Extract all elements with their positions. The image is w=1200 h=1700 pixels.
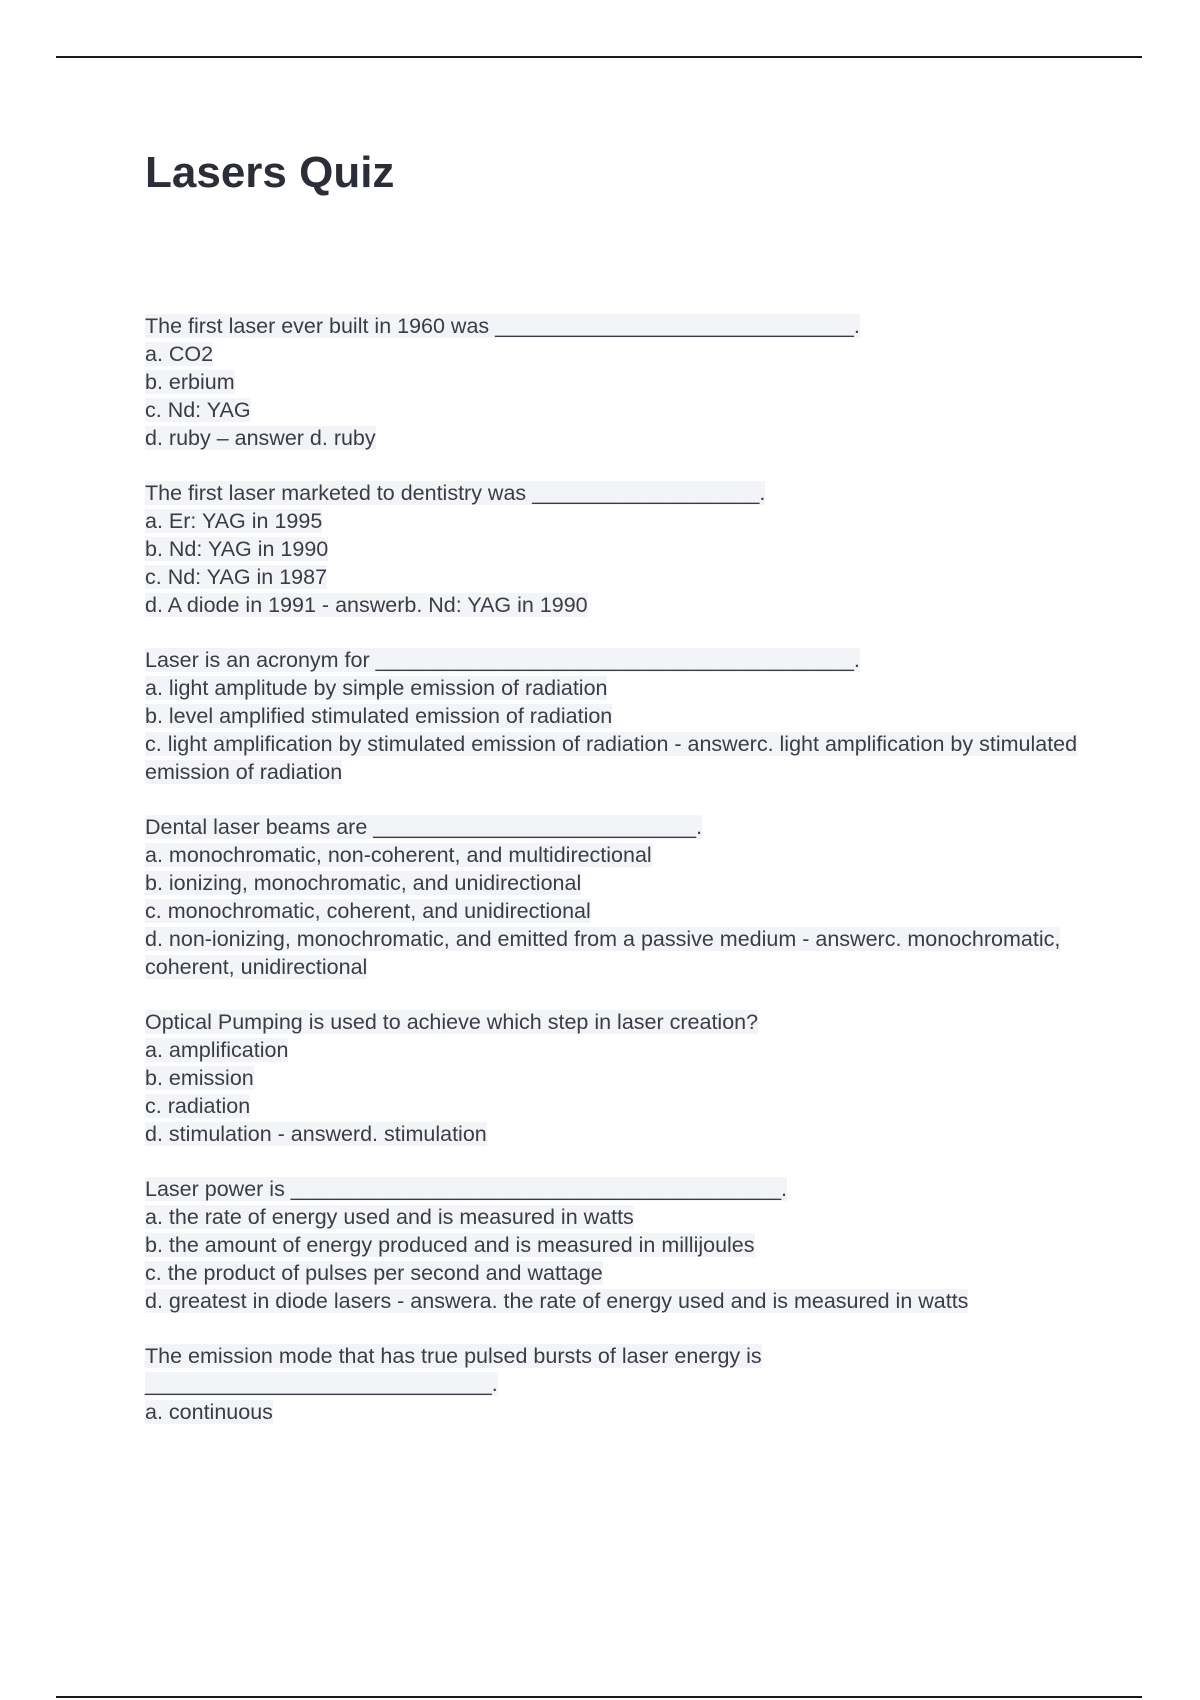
question-stem-text: Laser is an acronym for ________________________________________. <box>145 648 860 672</box>
answer-option <box>145 1203 1090 1231</box>
answer-option-text: b. emission <box>145 1066 254 1090</box>
answer-option-text: a. amplification <box>145 1038 289 1062</box>
answer-option <box>145 1120 1090 1148</box>
question-stem-text: Optical Pumping is used to achieve which step in laser creation? <box>145 1010 759 1034</box>
question-stem <box>145 1175 1090 1203</box>
question-block <box>145 1175 1090 1315</box>
answer-option-text: d. A diode in 1991 - answerb. Nd: YAG in 1990 <box>145 593 588 617</box>
answer-option-text: c. Nd: YAG <box>145 398 251 422</box>
answer-option <box>145 396 1090 424</box>
answer-option-text: d. stimulation - answerd. stimulation <box>145 1122 487 1146</box>
question-stem <box>145 1342 1090 1398</box>
answer-option <box>145 591 1090 619</box>
answer-option <box>145 1398 1090 1426</box>
answer-option-text: b. erbium <box>145 370 235 394</box>
answer-option-text: d. non-ionizing, monochromatic, and emitted from a passive medium - answerc. monochromatic, coherent, unidirectional <box>145 927 1061 979</box>
answer-option <box>145 869 1090 897</box>
question-stem <box>145 1008 1090 1036</box>
question-stem <box>145 813 1090 841</box>
answer-option-text: b. ionizing, monochromatic, and unidirectional <box>145 871 582 895</box>
answer-option <box>145 1231 1090 1259</box>
question-block <box>145 813 1090 981</box>
answer-option <box>145 925 1090 981</box>
answer-option <box>145 1092 1090 1120</box>
answer-option-text: c. monochromatic, coherent, and unidirectional <box>145 899 591 923</box>
answer-option <box>145 507 1090 535</box>
question-stem-text: The emission mode that has true pulsed bursts of laser energy is _____________________________. <box>145 1344 762 1396</box>
page-title: Lasers Quiz <box>145 148 395 197</box>
answer-option <box>145 535 1090 563</box>
bottom-rule <box>56 1696 1142 1698</box>
answer-option-text: c. Nd: YAG in 1987 <box>145 565 328 589</box>
answer-option-text: a. light amplitude by simple emission of radiation <box>145 676 608 700</box>
answer-option <box>145 674 1090 702</box>
answer-option <box>145 1064 1090 1092</box>
quiz-content <box>145 312 1090 1453</box>
question-block <box>145 1008 1090 1148</box>
question-block <box>145 312 1090 452</box>
question-stem-text: The first laser marketed to dentistry was ___________________. <box>145 481 766 505</box>
answer-option <box>145 841 1090 869</box>
answer-option-text: a. Er: YAG in 1995 <box>145 509 323 533</box>
answer-option-text: c. radiation <box>145 1094 251 1118</box>
question-stem <box>145 312 1090 340</box>
answer-option <box>145 563 1090 591</box>
answer-option-text: a. continuous <box>145 1400 273 1424</box>
answer-option-text: b. level amplified stimulated emission of radiation <box>145 704 613 728</box>
answer-option <box>145 1036 1090 1064</box>
top-rule <box>56 56 1142 58</box>
answer-option <box>145 340 1090 368</box>
question-stem-text: Laser power is _________________________________________. <box>145 1177 788 1201</box>
answer-option-text: d. greatest in diode lasers - answera. the rate of energy used and is measured in watts <box>145 1289 969 1313</box>
question-block <box>145 1342 1090 1426</box>
question-stem <box>145 479 1090 507</box>
answer-option-text: b. Nd: YAG in 1990 <box>145 537 329 561</box>
answer-option <box>145 702 1090 730</box>
answer-option <box>145 1287 1090 1315</box>
answer-option <box>145 730 1090 786</box>
question-block <box>145 646 1090 786</box>
answer-option-text: a. monochromatic, non-coherent, and multidirectional <box>145 843 652 867</box>
answer-option-text: d. ruby – answer d. ruby <box>145 426 376 450</box>
question-stem-text: The first laser ever built in 1960 was ______________________________. <box>145 314 860 338</box>
answer-option-text: c. light amplification by stimulated emission of radiation - answerc. light amplification by stimulated emission of radiation <box>145 732 1078 784</box>
answer-option <box>145 424 1090 452</box>
answer-option-text: b. the amount of energy produced and is measured in millijoules <box>145 1233 755 1257</box>
answer-option <box>145 368 1090 396</box>
answer-option-text: c. the product of pulses per second and wattage <box>145 1261 603 1285</box>
question-stem-text: Dental laser beams are ___________________________. <box>145 815 703 839</box>
answer-option-text: a. the rate of energy used and is measured in watts <box>145 1205 634 1229</box>
question-block <box>145 479 1090 619</box>
answer-option <box>145 897 1090 925</box>
question-stem <box>145 646 1090 674</box>
answer-option <box>145 1259 1090 1287</box>
answer-option-text: a. CO2 <box>145 342 214 366</box>
